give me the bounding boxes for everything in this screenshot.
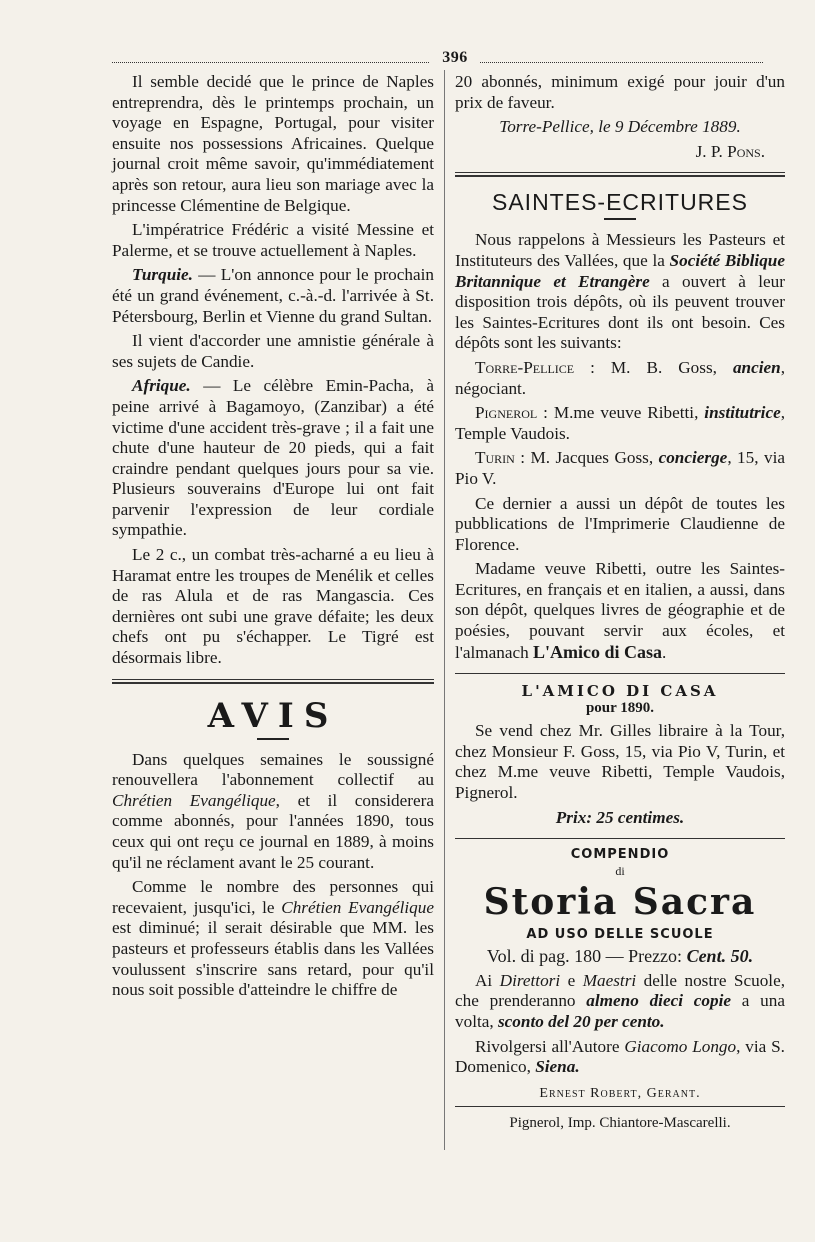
section-rule [112,679,434,684]
amico-subheading: pour 1890. [585,700,655,717]
section-lead-turquie: Turquie. [132,265,193,285]
depot-place: Torre-Pellice [475,357,575,377]
footer-rule [455,1106,785,1107]
riv-text: Rivolgersi all'Autore [475,1036,625,1056]
ai-text: a una volta, [455,991,785,1031]
ai-direttori: Direttori [499,970,561,990]
right-column [455,72,785,1132]
avis-2-text-b: est diminué; il serait désirable que MM. les pasteurs et professeurs établis dans les Vallées voulussent s'inscrire sans retard, pour qu'il nous soit possible d'atteindre le chiffre de [112,918,434,1000]
paragraph-turquie [112,265,434,327]
ai-copie: almeno dieci copie [586,991,731,1011]
avis-heading: AVIS [207,695,339,736]
ai-sconto: sconto del 20 per cento. [497,1012,665,1031]
depot-text: : M. Jacques Goss, [514,448,659,468]
almanach-name: L'Amico di Casa [533,641,663,662]
depot-text: : M.me veuve Ribetti, [537,403,705,423]
signature: J. P. Pons. [695,141,765,161]
volume-price [455,946,785,967]
ai-text: delle nostre Scuole, che prenderanno [455,970,786,1011]
printer-line: Pignerol, Imp. Chiantore-Mascarelli. [509,1114,731,1131]
turquie-text: — L'on annonce pour le prochain été un grand événement, c.-à.-d. l'arrivée à St. Pétersbourg, Berlin et Vienne du grand Sultan. [112,265,434,326]
paragraph-naples: Il semble decidé que le prince de Naples entreprendra, dès le printemps prochain, un voyage en Espagne, Portugal, pour visiter ensuite nos possessions Africaines. Quelque journal croit même savoir, qu'immédiatement après son retour, aura lieu son mariage avec la princesse Clémentine de Belgique. [112,72,434,215]
paragraph-amico: Se vend chez Mr. Gilles libraire à la Tour, chez Monsieur F. Goss, 15, via Pio V, Turin, et chez M.me veuve Ribetti, Temple Vaudois, Pignerol. [455,721,785,803]
paragraph-saintes-2: Ce dernier a aussi un dépôt de toutes les pubblications de l'Imprimerie Claudienne de Florence. [455,493,785,554]
section-rule [455,838,785,839]
ai-text: Ai [475,970,500,990]
depot-role: concierge [658,448,728,468]
paragraph-rivolgersi [455,1037,785,1078]
afrique-text: — Le célèbre Emin-Pacha, à peine arrivé à Bagamoyo, (Zanzibar) a été victime d'une accident très-grave ; il a fait une chute d'une hauteur de 20 pieds, qui a fait craindre pendant quelques jours pour sa vie. Plusieurs souverains d'Europe lui ont fait parvenir l'expression de leur cordiale sympathie. [112,376,434,540]
paragraph-amnistie: Il vient d'accorder une amnistie générale à ses sujets de Candie. [112,331,434,371]
section-rule [455,172,785,177]
avis-1-text-b: , et il considerera comme abonnés, pour l'années 1890, tous ceux qui ont reçu ce journal en 1889, à moins qu'il ne réclament avant le 25 courant. [112,790,434,872]
depot-place: Pignerol [475,403,538,423]
heading-dash [257,738,289,740]
saintes-1-text-b: a ouvert à leur disposition trois dépôts, où ils peuvent trouver les Saintes-Ecritures dont ils ont besoin. Ces dépôts sont les suivants: [455,271,785,353]
riv-author: Giacomo Longo [624,1036,737,1056]
avis-1-text-a: Dans quelques semaines le soussigné renouvellera l'abonnement collectif au [112,749,434,790]
gerant-line: Ernest Robert, Gerant. [539,1085,701,1101]
amico-heading: L'AMICO DI CASA [521,682,719,701]
depot-pignerol [455,403,785,444]
avis-1-journal: Chrétien Evangélique [112,790,276,810]
depot-torre-pellice [455,358,785,399]
paragraph-imperatrice: L'impératrice Frédéric a visité Messine et Palerme, et se trouve actuellement à Naples. [112,220,434,260]
riv-city: Siena. [535,1057,580,1077]
paragraph-avis-1 [112,750,434,874]
paragraph-ai-direttori [455,971,785,1033]
saintes-3-end: . [662,642,667,662]
paragraph-afrique [112,376,434,541]
paragraph-continuation: 20 abonnés, minimum exigé pour jouir d'un prix de faveur. [455,72,785,112]
section-rule [455,673,785,674]
compendio-label: COMPENDIO [570,847,670,863]
dateline: Torre-Pellice, le 9 Décembre 1889. [499,117,741,137]
volume-text: Vol. di pag. 180 — Prezzo: [486,946,687,967]
depot-role: ancien [732,357,781,377]
saintes-3-text: Madame veuve Ribetti, outre les Saintes-Ecritures, en français et en italien, a aussi, dans son dépôt, quelques livres de géographie et de poésies, pouvant servir aux écoles, et l'almanach [455,559,785,662]
paragraph-avis-2 [112,877,434,1001]
di-label: di [615,864,625,879]
storia-sacra-title: Storia Sacra [483,881,757,924]
saintes-ecritures-heading: SAINTES-ECRITURES [492,189,748,216]
ai-text: e [560,970,583,990]
riv-text: , via S. Domenico, [455,1036,785,1077]
uso-scuole-label: AD USO DELLE SCUOLE [526,927,714,943]
paragraph-saintes-3 [455,559,785,663]
avis-2-text-a: Comme le nombre des personnes qui recevaient, jusqu'ici, le [112,877,434,917]
depot-rest: , Temple Vaudois. [455,403,785,443]
price-value: Cent. 50. [686,946,754,967]
avis-2-journal: Chrétien Evangélique [281,897,434,917]
depot-rest: , 15, via Pio V. [455,448,785,488]
saintes-1-societe: Société Biblique Britannique et Etrangère [455,250,785,291]
page-number: 396 [430,49,480,67]
heading-dash [604,218,636,220]
column-divider [444,70,445,1150]
saintes-1-text-a: Nous rappelons à Messieurs les Pasteurs et Instituteurs des Vallées, que la [455,230,785,270]
depot-turin [455,448,785,489]
paragraph-saintes-1 [455,230,785,354]
depot-rest: , négociant. [455,357,785,398]
left-column [112,72,434,1005]
depot-place: Turin [475,448,515,468]
paragraph-combat: Le 2 c., un combat très-acharné a eu lieu à Haramat entre les troupes de Menélik et celles de ras Alula et de ras Mangascia. Ces dernières ont subi une grave défaite; les deux chefs ont pu s'échapper. Le Tigré est désormais libre. [112,545,434,668]
ai-maestri: Maestri [582,970,637,990]
section-lead-afrique: Afrique. [132,376,191,396]
depot-text: : M. B. Goss, [574,357,733,377]
amico-price: Prix: 25 centimes. [555,807,685,827]
depot-role: institutrice [704,403,781,423]
